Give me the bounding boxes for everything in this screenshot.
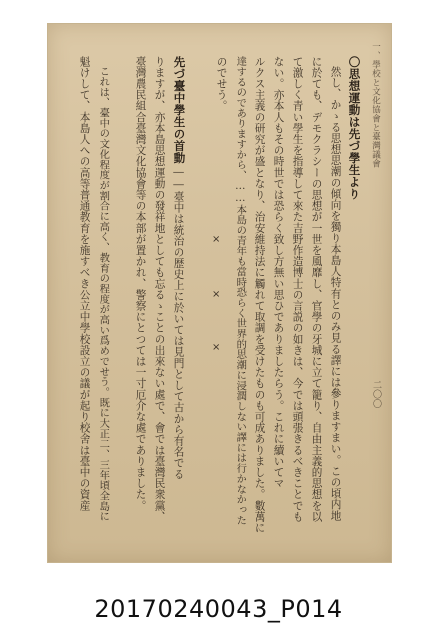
section-heading: 〇思想運動は先づ學生より xyxy=(347,56,362,200)
body-text-line: ――臺中は統治の歴史上に於いては見門として古から有名でる xyxy=(172,166,185,480)
book-page xyxy=(47,23,392,563)
body-text-line: りますが、亦本島思想運動の發祥地としても忘るゝことの出來ない處で、會では臺灣民衆黨、 xyxy=(153,56,166,523)
body-text-line: 臺灣農民組合臺灣文化協會等の本部が置かれ、警察にとつては一寸厄介な處でありました。 xyxy=(134,56,147,512)
separator-mark: × xyxy=(212,234,221,245)
archive-id-caption: 20170240043_P014 xyxy=(94,595,343,623)
body-text-line: 然し、かゝる思想思潮の傾向を獨り本島人特有とのみ見る譯には參りますまい。この頃内地 xyxy=(329,66,342,522)
running-header: 一、學校と文化協會と臺灣議會 xyxy=(370,42,381,168)
page-number: 二〇〇 xyxy=(371,380,381,409)
body-text-line: 達するのでありますから、……本島の青年も當時恐らく世界的思潮に浸潤しない譯には行かなかった xyxy=(234,56,247,526)
separator-mark: × xyxy=(212,289,221,300)
body-text-line: のでせう。 xyxy=(215,56,228,112)
section-heading: 先づ臺中學生の首動 xyxy=(172,56,187,164)
separator-mark: × xyxy=(212,342,221,353)
body-text-line: ない。亦本人もその時世では恐らく致し方無い思ひでありましたらう。これに續いてマ xyxy=(272,56,285,489)
body-text-line: これは、臺中の文化程度が割合に高く、教育の程度が高い爲めでせう。既に大正二、三年頃全島に xyxy=(97,66,110,522)
body-text-line: て激しく青い學生を指導して來た吉野作造博士の言説の如きは、今では頭張きるべきことでも xyxy=(291,56,304,523)
body-text-line: ルクス主義の研究が盛となり、治安維持法に觸れて取調を受けたものも可成ありました。數萬に xyxy=(253,56,266,534)
body-text-line: に於ても、デモクラシーの思想が一世を風靡し、官學の牙城に立て籠り、自由主義的思想を以 xyxy=(310,56,323,523)
body-text-line: 魁けして、本島人への高等普通教育を施すべき公立中學校設立の議が起り校舍は臺中の資産 xyxy=(78,56,91,512)
